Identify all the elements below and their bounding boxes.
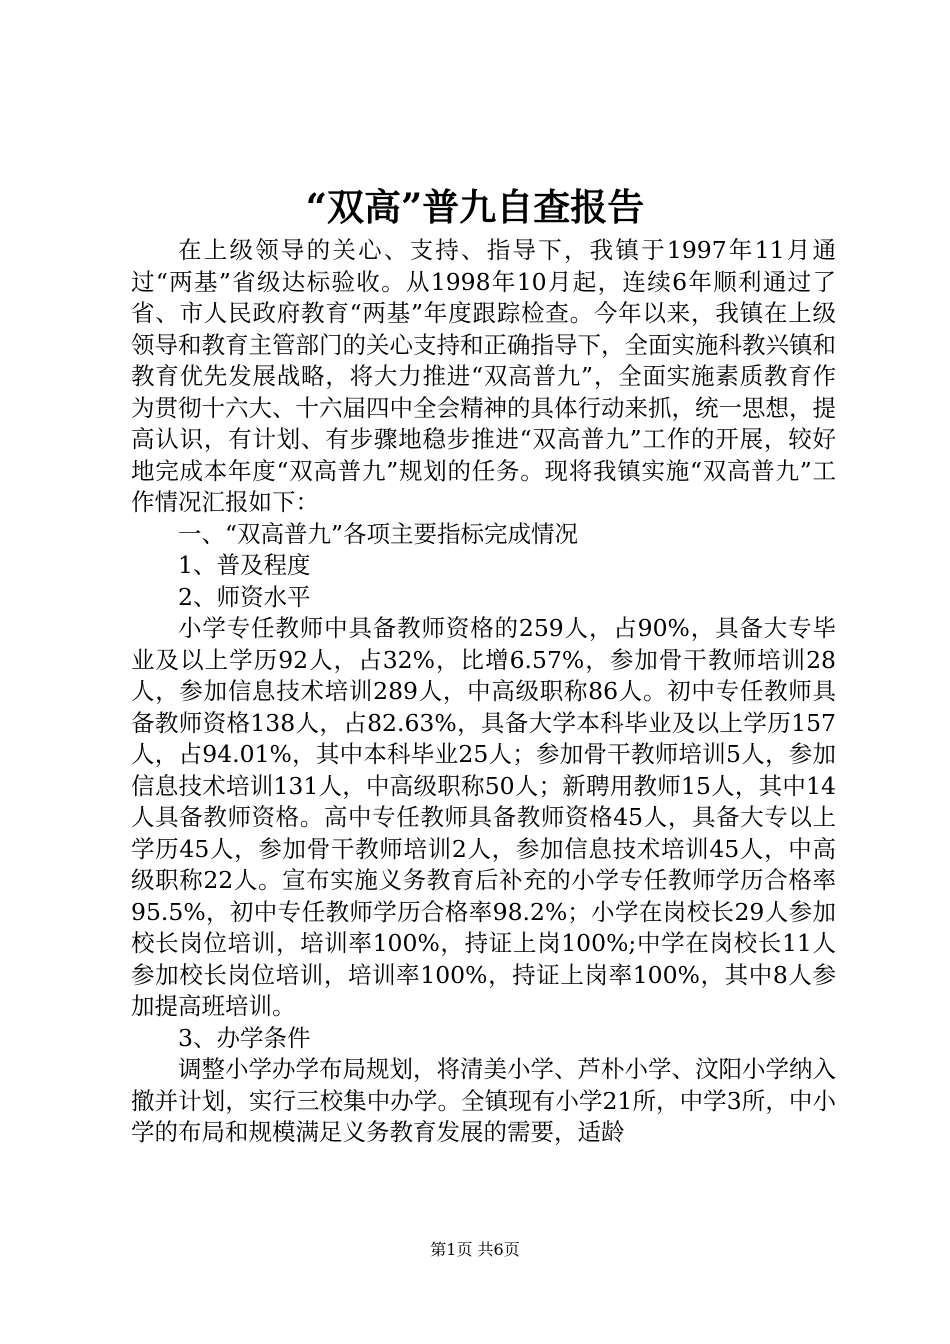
teachers-paragraph: 小学专任教师中具备教师资格的259人，占90%，具备大专毕业及以上学历92人，占32%，比增6.57%，参加骨干教师培训28人，参加信息技术培训289人，中高级职称86人。初中专任教师具备教师资格138人，占82.63%，具备大学本科毕业及以上学历157人，占94.01%，其中本科毕业25人；参加骨干教师培训5人，参加信息技术培训131人，中高级职称50人；新聘用教师15人，其中14人具备教师资格。高中专任教师具备教师资格45人，具备大专以上学历45人，参加骨干教师培训2人，参加信息技术培训45人，中高级职称22人。宣布实施义务教育后补充的小学专任教师学历合格率95.5%，初中专任教师学历合格率98.2%；小学在岗校长29人参加校长岗位培训，培训率100%，持证上岗100%;中学在岗校长11人参加校长岗位培训，培训率100%，持证上岗率100%，其中8人参加提高班培训。 xyxy=(131,614,836,1020)
section-heading-indicators: 一、“双高普九”各项主要指标完成情况 xyxy=(178,519,579,548)
intro-paragraph: 在上级领导的关心、支持、指导下，我镇于1997年11月通过“两基”省级达标验收。从1998年10月起，连续6年顺利通过了省、市人民政府教育“两基”年度跟踪检查。今年以来，我镇在上级领导和教育主管部门的关心支持和正确指导下，全面实施科教兴镇和教育优先发展战略，将大力推进“双高普九”，全面实施素质教育作为贯彻十六大、十六届四中全会精神的具体行动来抓，统一思想，提高认识，有计划、有步骤地稳步推进“双高普九”工作的开展，较好地完成本年度“双高普九”规划的任务。现将我镇实施“双高普九”工作情况汇报如下： xyxy=(131,236,836,516)
document-body xyxy=(131,235,836,1149)
subsection-heading-conditions: 3、办学条件 xyxy=(178,1023,311,1052)
document-title: “双高”普九自查报告 xyxy=(305,185,645,229)
page-number-footer: 第1页 共6页 xyxy=(430,1240,520,1259)
subsection-heading-popularization: 1、普及程度 xyxy=(178,551,311,579)
subsection-heading-teachers: 2、师资水平 xyxy=(178,582,311,611)
conditions-paragraph: 调整小学办学布局规划，将清美小学、芦朴小学、汶阳小学纳入撤并计划，实行三校集中办学。全镇现有小学21所，中学3所，中小学的布局和规模满足义务教育发展的需要，适龄 xyxy=(131,1055,836,1146)
